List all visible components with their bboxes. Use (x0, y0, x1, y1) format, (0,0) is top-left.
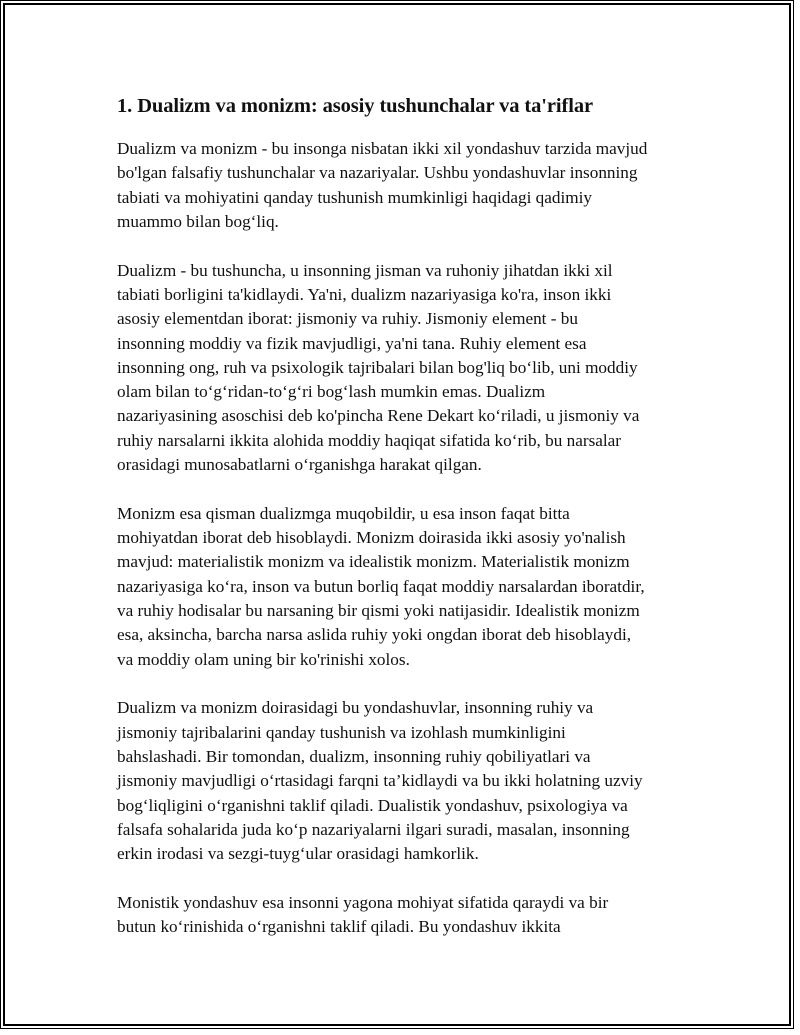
text-line: Dualizm va monizm doirasidagi bu yondashuvlar, insonning ruhiy va (117, 698, 594, 718)
text-line: tabiati borligini ta'kidlaydi. Ya'ni, dualizm nazariyasiga ko'ra, inson ikki (117, 284, 612, 304)
text-line: nazariyasining asoschisi deb ko'pincha Rene Dekart ko‘riladi, u jismoniy va (117, 406, 640, 426)
paragraph-4 (117, 696, 692, 866)
text-line: muammo bilan bog‘liq. (117, 211, 279, 231)
text-line: insonning ong, ruh va psixologik tajribalari bilan bog'liq bo‘lib, uni moddiy (117, 357, 638, 377)
document-body (117, 92, 692, 964)
text-line: bahslashadi. Bir tomondan, dualizm, insonning ruhiy qobiliyatlari va (117, 747, 591, 767)
text-line: nazariyasiga ko‘ra, inson va butun borliq faqat moddiy narsalardan iboratdir, (117, 576, 645, 596)
paragraph-3 (117, 502, 692, 672)
paragraph-1 (117, 137, 692, 234)
text-line: erkin irodasi va sezgi-tuyg‘ular orasidagi hamkorlik. (117, 844, 479, 864)
text-line: butun ko‘rinishida o‘rganishni taklif qiladi. Bu yondashuv ikkita (117, 917, 561, 937)
text-line: va ruhiy hodisalar bu narsaning bir qismi yoki natijasidir. Idealistik monizm (117, 601, 640, 621)
text-line: ruhiy narsalarni ikkita alohida moddiy haqiqat sifatida ko‘rib, bu narsalar (117, 430, 622, 450)
text-line: bo'lgan falsafiy tushunchalar va nazariyalar. Ushbu yondashuvlar insonning (117, 163, 638, 183)
text-line: jismoniy tajribalarini qanday tushunish va izohlash mumkinligini (117, 722, 566, 742)
text-line: bog‘liqligini o‘rganishni taklif qiladi. Dualistik yondashuv, psixologiya va (117, 795, 628, 815)
text-line: olam bilan to‘g‘ridan-to‘g‘ri bog‘lash mumkin emas. Dualizm (117, 382, 546, 402)
paragraph-5 (117, 891, 692, 940)
text-line: falsafa sohalarida juda ko‘p nazariyalarni ilgari suradi, masalan, insonning (117, 819, 630, 839)
text-line: Monistik yondashuv esa insonni yagona mohiyat sifatida qaraydi va bir (117, 893, 609, 913)
text-line: va moddiy olam uning bir ko'rinishi xolos. (117, 649, 410, 669)
text-line: Dualizm va monizm - bu insonga nisbatan ikki xil yondashuv tarzida mavjud (117, 139, 648, 158)
text-line: tabiati va mohiyatini qanday tushunish mumkinligi haqidagi qadimiy (117, 187, 592, 207)
section-heading: 1. Dualizm va monizm: asosiy tushunchalar va ta'riflar (117, 95, 593, 117)
text-line: jismoniy mavjudligi o‘rtasidagi farqni ta’kidlaydi va bu ikki holatning uzviy (117, 771, 643, 791)
text-line: asosiy elementdan iborat: jismoniy va ruhiy. Jismoniy element - bu (117, 309, 578, 329)
text-line: mavjud: materialistik monizm va idealistik monizm. Materialistik monizm (117, 552, 630, 572)
text-line: Dualizm - bu tushuncha, u insonning jisman va ruhoniy jihatdan ikki xil (117, 260, 613, 280)
text-line: orasidagi munosabatlarni o‘rganishga harakat qilgan. (117, 455, 482, 475)
paragraph-2 (117, 259, 692, 478)
text-line: mohiyatdan iborat deb hisoblaydi. Monizm doirasida ikki asosiy yo'nalish (117, 528, 626, 548)
text-line: esa, aksincha, barcha narsa aslida ruhiy yoki ongdan iborat deb hisoblaydi, (117, 625, 632, 645)
text-line: insonning moddiy va fizik mavjudligi, ya'ni tana. Ruhiy element esa (117, 333, 587, 353)
text-line: Monizm esa qisman dualizmga muqobildir, u esa inson faqat bitta (117, 503, 570, 523)
